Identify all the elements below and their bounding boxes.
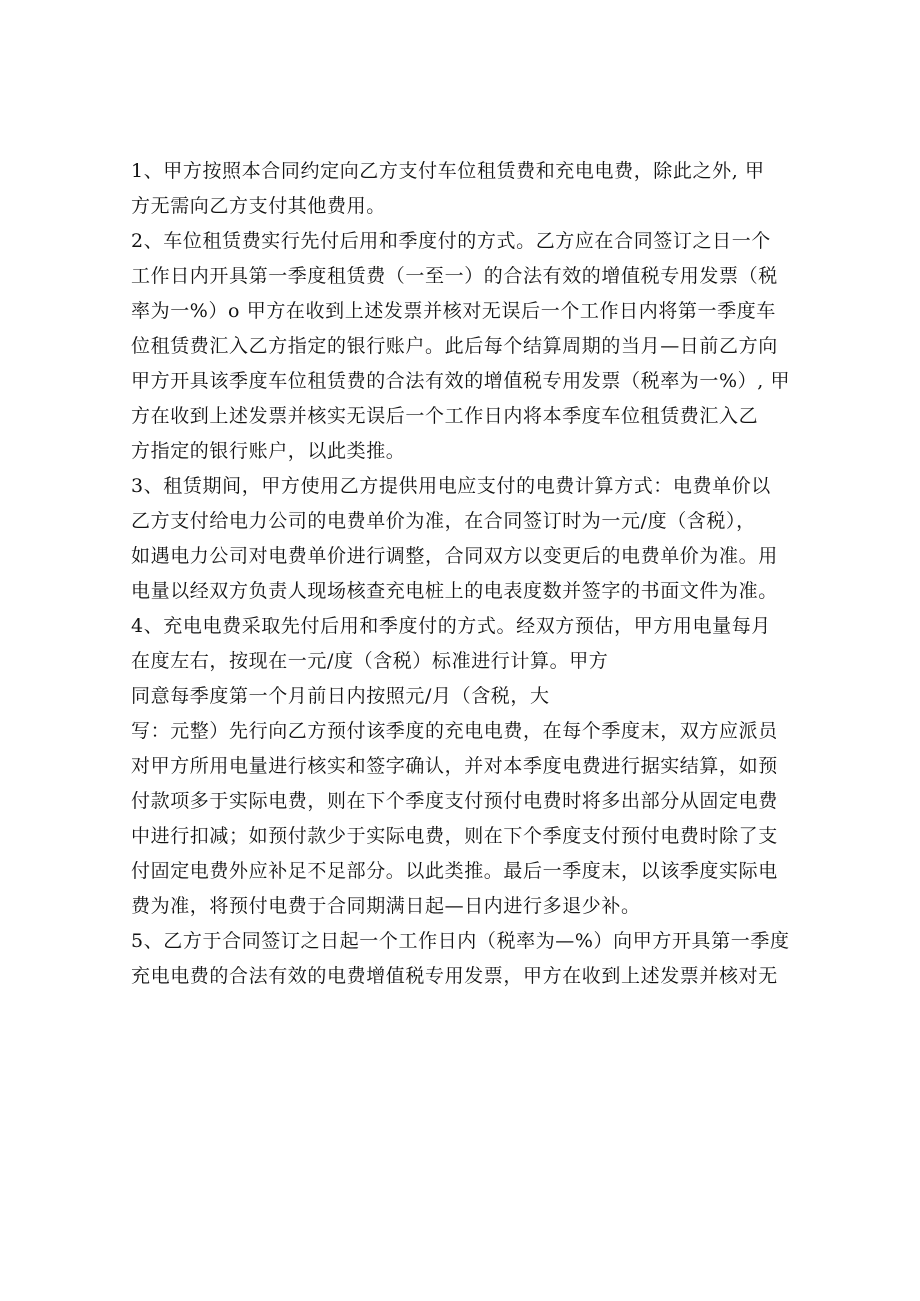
text-line: 中进行扣减；如预付款少于实际电费，则在下个季度支付预付电费时除了支 [131, 825, 778, 847]
text-line: 1、甲方按照本合同约定向乙方支付车位租赁费和充电电费，除此之外, 甲 [131, 160, 765, 182]
text-line: 费为准，将预付电费于合同期满日起—日内进行多退少补。 [131, 895, 641, 917]
text-line: 乙方支付给电力公司的电费单价为准，在合同签订时为一元/度（含税）， [131, 510, 756, 532]
text-line: 在度左右，按现在一元/度（含税）标准进行计算。甲方 [131, 650, 609, 672]
text-line: 对甲方所用电量进行核实和签字确认，并对本季度电费进行据实结算，如预 [131, 755, 778, 777]
text-line: 2、车位租赁费实行先付后用和季度付的方式。乙方应在合同签订之日一个 [131, 230, 771, 252]
text-line: 写：元整）先行向乙方预付该季度的充电电费，在每个季度末，双方应派员 [131, 720, 778, 742]
text-line: 方无需向乙方支付其他费用。 [131, 195, 386, 217]
text-line: 率为一%）o 甲方在收到上述发票并核对无误后一个工作日内将第一季度车 [131, 300, 776, 322]
text-line: 同意每季度第一个月前日内按照元/月（含税，大 [131, 685, 550, 707]
text-line: 位租赁费汇入乙方指定的银行账户。此后每个结算周期的当月—日前乙方向 [131, 335, 778, 357]
text-line: 4、充电电费采取先付后用和季度付的方式。经双方预估，甲方用电量每月 [131, 615, 771, 637]
text-line: 电量以经双方负责人现场核查充电桩上的电表度数并签字的书面文件为准。 [131, 580, 778, 602]
text-line: 5、乙方于合同签订之日起一个工作日内（税率为—%）向甲方开具第一季度 [131, 930, 790, 952]
text-line: 方指定的银行账户，以此类推。 [131, 440, 406, 462]
text-line: 充电电费的合法有效的电费增值税专用发票，甲方在收到上述发票并核对无 [131, 965, 778, 987]
contract-text [131, 154, 811, 994]
text-line: 工作日内开具第一季度租赁费（一至一）的合法有效的增值税专用发票（税 [131, 265, 778, 287]
text-line: 甲方开具该季度车位租赁费的合法有效的增值税专用发票（税率为一%）, 甲 [131, 370, 791, 392]
text-line: 付款项多于实际电费，则在下个季度支付预付电费时将多出部分从固定电费 [131, 790, 778, 812]
text-line: 方在收到上述发票并核实无误后一个工作日内将本季度车位租赁费汇入乙 [131, 405, 759, 427]
text-line: 如遇电力公司对电费单价进行调整，合同双方以变更后的电费单价为准。用 [131, 545, 778, 567]
text-line: 3、租赁期间，甲方使用乙方提供用电应支付的电费计算方式：电费单价以 [131, 475, 771, 497]
text-line: 付固定电费外应补足不足部分。以此类推。最后一季度末，以该季度实际电 [131, 860, 778, 882]
